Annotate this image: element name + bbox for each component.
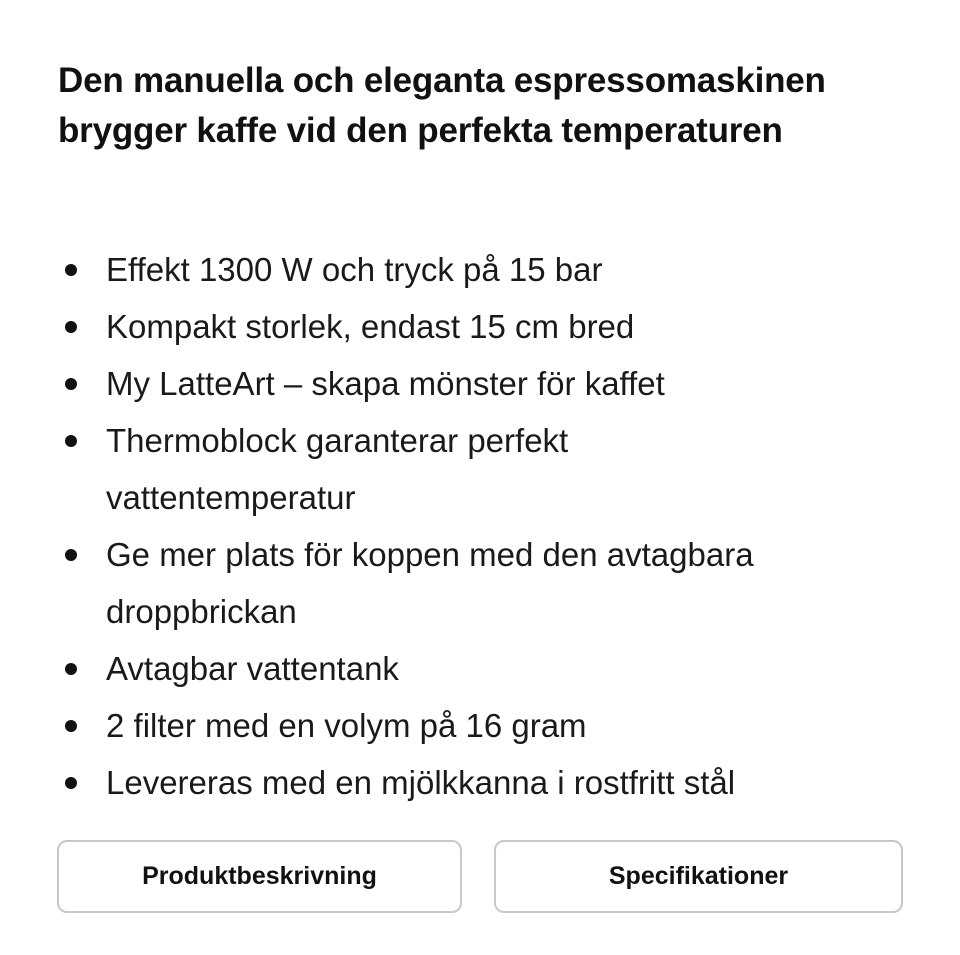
feature-item — [58, 412, 706, 526]
bullet-dot-icon — [65, 549, 77, 561]
feature-item — [58, 754, 918, 811]
specifications-label: Specifikationer — [608, 862, 789, 890]
bullet-dot-icon — [65, 264, 77, 276]
feature-text: Levereras med en mjölkkanna i rostfritt stål — [106, 764, 736, 801]
bullet-dot-icon — [65, 720, 77, 732]
bullet-dot-icon — [65, 777, 77, 789]
feature-item — [58, 526, 906, 640]
feature-item — [58, 697, 918, 754]
specifications-button[interactable] — [494, 840, 903, 913]
feature-item — [58, 355, 918, 412]
bullet-dot-icon — [65, 378, 77, 390]
feature-text: Kompakt storlek, endast 15 cm bred — [106, 308, 635, 345]
product-description-label: Produktbeskrivning — [142, 862, 377, 890]
feature-text: Thermoblock garanterar perfekt vattentemperatur — [106, 422, 569, 516]
feature-list — [58, 241, 918, 811]
feature-text: 2 filter med en volym på 16 gram — [106, 707, 587, 744]
feature-text: Avtagbar vattentank — [106, 650, 399, 687]
bullet-dot-icon — [65, 663, 77, 675]
feature-item — [58, 298, 918, 355]
bullet-dot-icon — [65, 435, 77, 447]
feature-text: Ge mer plats för koppen med den avtagbara droppbrickan — [106, 536, 754, 630]
feature-item — [58, 640, 918, 697]
feature-text: Effekt 1300 W och tryck på 15 bar — [106, 251, 603, 288]
product-title: Den manuella och eleganta espressomaskinen brygger kaffe vid den perfekta temperaturen — [58, 61, 826, 150]
bullet-dot-icon — [65, 321, 77, 333]
feature-text: My LatteArt – skapa mönster för kaffet — [106, 365, 665, 402]
feature-item — [58, 241, 918, 298]
button-row — [57, 840, 903, 917]
product-description-button[interactable] — [57, 840, 462, 913]
